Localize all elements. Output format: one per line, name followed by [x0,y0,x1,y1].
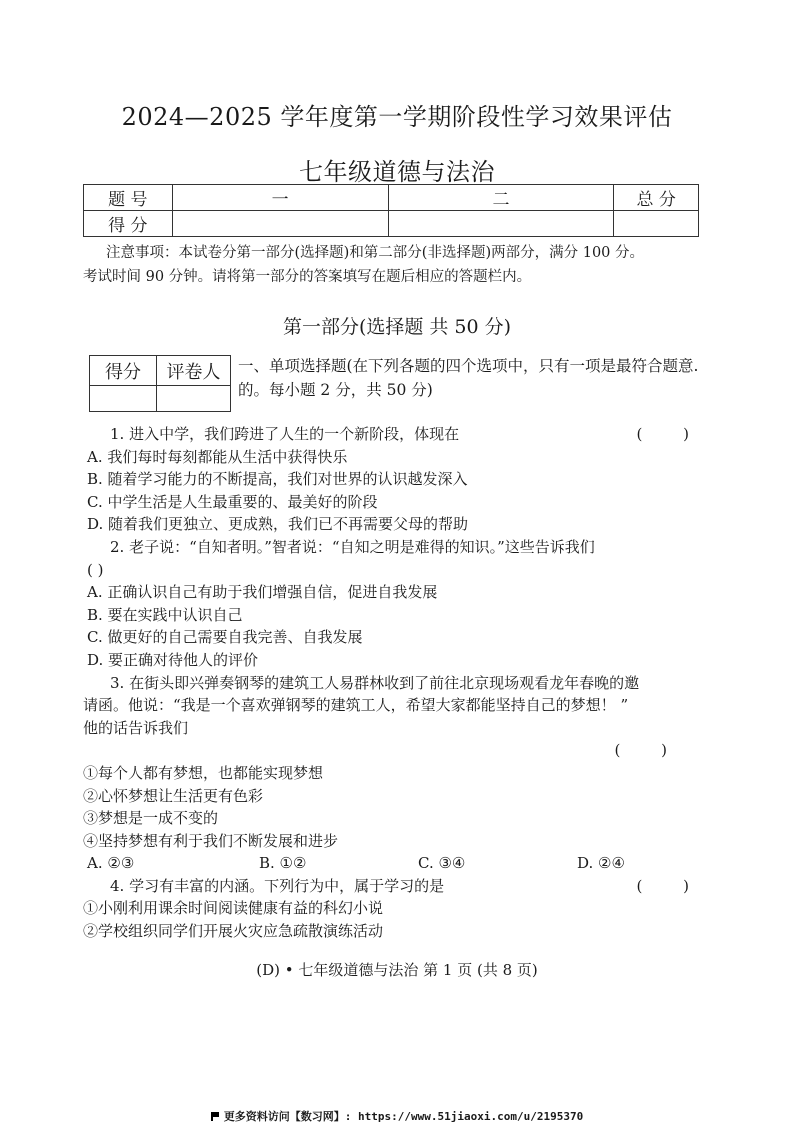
exam-notice [83,241,713,289]
answer-parentheses: ( ) [636,876,707,895]
page-footer: (D) • 七年级道德与法治 第 1 页 (共 8 页) [256,961,538,979]
option-b: B. 随着学习能力的不断提高，我们对世界的认识越发深入 [87,470,468,489]
part1-title: 第一部分(选择题 共 50 分) [282,316,512,338]
notice-line: 注意事项：本试卷分第一部分(选择题)和第二部分(非选择题)两部分，满分 100 分。 [106,245,645,261]
question-area [83,423,713,943]
question-3-stem-cont: 请函。他说：“我是一个喜欢弹钢琴的建筑工人，希望大家都能坚持自己的梦想！ ” [83,696,629,715]
grader-score-label: 得分 [90,356,157,386]
grader-header-row [90,356,231,386]
subject-title: 七年级道德与法治 [299,158,495,186]
score-table-score-row [84,211,699,237]
flag-icon [211,1112,220,1121]
option-d: D. 随着我们更独立、更成熟，我们已不再需要父母的帮助 [87,515,469,534]
score-table [83,184,699,237]
option-d: D. ②④ [577,854,625,873]
watermark-text: 更多资料访问【数习网】: https://www.51jiaoxi.com/u/2195370 [223,1110,584,1123]
grader-blank-cell [90,386,157,412]
question-text: 1. 进入中学，我们跨进了人生的一个新阶段，体现在 [110,425,460,443]
watermark-link[interactable] [0,1108,794,1124]
option-b: B. 要在实践中认识自己 [87,605,243,624]
option-c: C. 中学生活是人生最重要的、最美好的阶段 [87,492,378,511]
question-3-answer-row [83,739,713,762]
score-cell-part2: 二 [388,185,614,211]
question-3-choices [83,852,713,875]
question-text: 4. 学习有丰富的内涵。下列行为中，属于学习的是 [110,876,445,895]
grader-blank-row [90,386,231,412]
grader-blank-cell [157,386,231,412]
statement-1: ①每个人都有梦想，也都能实现梦想 [83,763,324,782]
option-d: D. 要正确对待他人的评价 [87,650,259,669]
grader-name-label: 评卷人 [157,356,231,386]
option-c: C. ③④ [418,854,466,873]
score-blank-cell [388,211,614,237]
option-c: C. 做更好的自己需要自我完善、自我发展 [87,628,363,647]
statement-2: ②学校组织同学们开展火灾应急疏散演练活动 [83,922,384,941]
statement-1: ①小刚利用课余时间阅读健康有益的科幻小说 [83,899,384,918]
grader-table [89,355,231,412]
score-cell-total: 总 分 [614,185,699,211]
question-2-stem: 2. 老子说：“自知者明。”智者说：“自知之明是难得的知识。”这些告诉我们 [110,537,595,556]
option-a: A. ②③ [87,854,135,873]
option-a: A. 正确认识自己有助于我们增强自信，促进自我发展 [87,583,438,602]
notice-line: 考试时间 90 分钟。请将第一部分的答案填写在题后相应的答题栏内。 [83,269,532,285]
option-b: B. ①② [259,854,307,873]
question-4-stem [83,875,713,898]
exam-title: 2024—2025 学年度第一学期阶段性学习效果评估 [121,103,673,131]
score-cell-part1: 一 [172,185,388,211]
answer-parentheses: ( ) [636,425,707,443]
statement-4: ④坚持梦想有利于我们不断发展和进步 [83,831,339,850]
section-heading: 一、单项选择题(在下列各题的四个选项中，只有一项是最符合题意.的。每小题 2 分，共 50 分) [238,357,699,399]
statement-3: ③梦想是一成不变的 [83,809,219,828]
score-blank-cell [172,211,388,237]
score-cell-label: 题 号 [84,185,173,211]
question-3-stem: 3. 在街头即兴弹奏钢琴的建筑工人易群林收到了前往北京现场观看龙年春晚的邀 [110,673,640,692]
score-row-label: 得 分 [84,211,173,237]
answer-parentheses: ( ) [614,741,685,760]
question-3-stem-cont: 他的话告诉我们 [83,718,189,737]
option-a: A. 我们每时每刻都能从生活中获得快乐 [87,447,348,466]
score-blank-cell [614,211,699,237]
answer-parentheses: ( ) [87,560,104,579]
score-table-header-row [84,185,699,211]
statement-2: ②心怀梦想让生活更有色彩 [83,786,264,805]
question-1-stem [83,423,713,446]
